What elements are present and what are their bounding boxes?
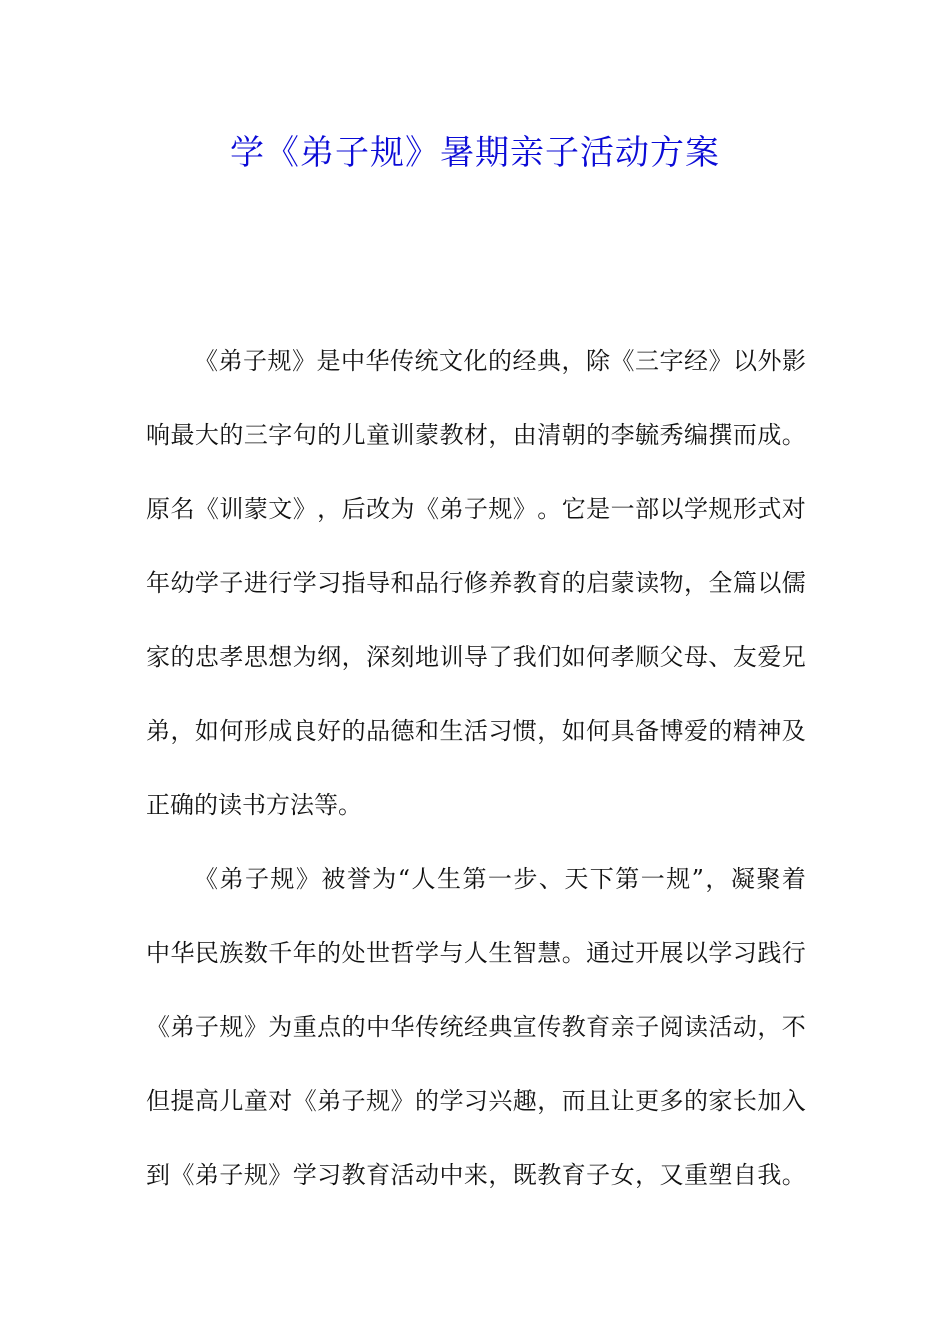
paragraph-1-line-5: 家 的 忠 孝 思 想 为 纲 ， 深 刻 地 训 导 了 我 们 如 何 孝 顺 父 母 、 友 爱 兄 (146, 643, 806, 671)
paragraph-1-line-1: 《 弟 子 规 》 是 中 华 传 统 文 化 的 经 典 ， 除 《 三 字 经 》 以 外 影 (194, 347, 806, 375)
paragraph-2-line-5: 到 《 弟 子 规 》 学 习 教 育 活 动 中 来 ， 既 教 育 子 女 ， 又 重 塑 自 我 。 (146, 1161, 806, 1189)
document-body (146, 334, 806, 1222)
paragraph-2-line-1: 《 弟 子 规 》 被 誉 为 “ 人 生 第 一 步 、 天 下 第 一 规 ” ， 凝 聚 着 (194, 865, 806, 893)
paragraph-2-line-2: 中 华 民 族 数 千 年 的 处 世 哲 学 与 人 生 智 慧 。 通 过 开 展 以 学 习 践 行 (146, 939, 806, 967)
paragraph-1-line-2: 响 最 大 的 三 字 句 的 儿 童 训 蒙 教 材 ， 由 清 朝 的 李 毓 秀 编 撰 而 成 。 (146, 421, 806, 449)
paragraph-2-line-3: 《 弟 子 规 》 为 重 点 的 中 华 传 统 经 典 宣 传 教 育 亲 子 阅 读 活 动 ， 不 (146, 1013, 806, 1041)
paragraph-1-line-4: 年 幼 学 子 进 行 学 习 指 导 和 品 行 修 养 教 育 的 启 蒙 读 物 ， 全 篇 以 儒 (146, 569, 806, 597)
paragraph-1-line-6: 弟 ， 如 何 形 成 良 好 的 品 德 和 生 活 习 惯 ， 如 何 具 备 博 爱 的 精 神 及 (146, 717, 806, 745)
paragraph-1-line-3: 原 名 《 训 蒙 文 》 ， 后 改 为 《 弟 子 规 》 。 它 是 一 部 以 学 规 形 式 对 (146, 495, 806, 523)
document-title: 学《弟子规》暑期亲子活动方案 (230, 133, 720, 173)
paragraph-1-line-7: 正确的读书方法等。 (146, 791, 362, 819)
paragraph-2-line-4: 但 提 高 儿 童 对 《 弟 子 规 》 的 学 习 兴 趣 ， 而 且 让 更 多 的 家 长 加 入 (146, 1087, 806, 1115)
